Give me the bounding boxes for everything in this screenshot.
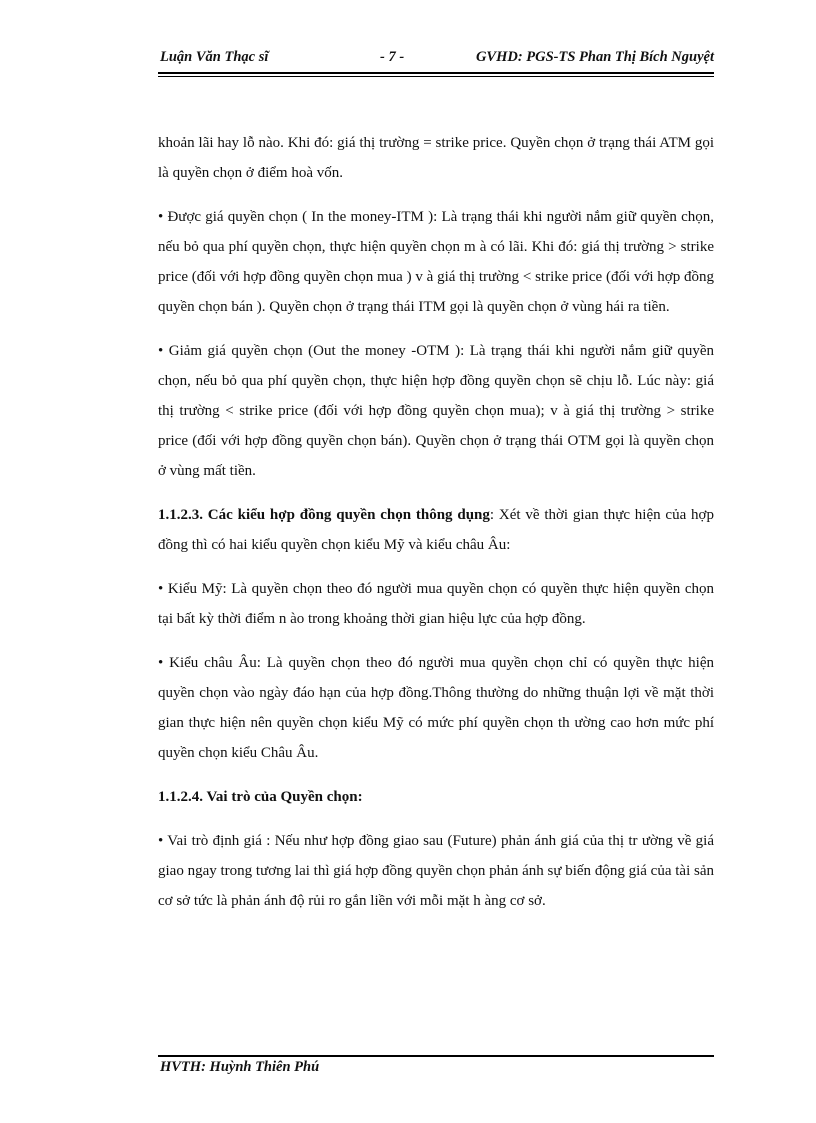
paragraph-pricing-role: • Vai trò định giá : Nếu như hợp đồng giao sau (Future) phản ánh giá của thị tr ường về giá giao ngay trong tương lai thì giá hợp đồng quyền chọn phản ánh sự biến động giá của tài sản cơ sở tức là phản ánh độ rủi ro gắn liền với mỗi mặt h àng cơ sở. <box>158 833 714 909</box>
paragraph-option-types <box>158 500 714 560</box>
footer-rule <box>158 1055 714 1057</box>
header-thesis-label: Luận Văn Thạc sĩ <box>160 49 269 65</box>
header-page-number: - 7 - <box>380 49 405 65</box>
page-header <box>158 49 714 71</box>
footer-author: HVTH: Huỳnh Thiên Phú <box>160 1059 320 1075</box>
section-intro-text: : Xét về thời gian thực hiện của hợp đồng thì có hai kiểu quyền chọn kiểu Mỹ và kiểu châu Âu: <box>158 507 714 553</box>
section-heading-1-1-2-3: 1.1.2.3. Các kiểu hợp đồng quyền chọn thông dụng <box>158 507 490 523</box>
header-rule <box>158 72 714 74</box>
page-body <box>158 128 714 930</box>
section-heading-1-1-2-4: 1.1.2.4. Vai trò của Quyền chọn: <box>158 789 363 805</box>
paragraph-otm: • Giảm giá quyền chọn (Out the money -OTM ): Là trạng thái khi người nắm giữ quyền chọn, nếu bỏ qua phí quyền chọn, thực hiện hợp đồng quyền chọn sẽ chịu lỗ. Lúc này: giá thị trường < strike price (đối với hợp đồng quyền chọn mua); v à giá thị trường > strike price (đối với hợp đồng quyền chọn bán). Quyền chọn ở trạng thái OTM gọi là quyền chọn ở vùng mất tiền. <box>158 343 714 479</box>
paragraph-itm: • Được giá quyền chọn ( In the money-ITM ): Là trạng thái khi người nắm giữ quyền chọn, nếu bỏ qua phí quyền chọn, thực hiện quyền chọn m à có lãi. Khi đó: giá thị trường > strike price (đối với hợp đồng quyền chọn mua ) v à giá thị trường < strike price (đối với hợp đồng quyền chọn bán ). Quyền chọn ở trạng thái ITM gọi là quyền chọn ở vùng hái ra tiền. <box>158 209 714 315</box>
header-advisor: GVHD: PGS-TS Phan Thị Bích Nguyệt <box>475 49 714 65</box>
paragraph-american-option: • Kiểu Mỹ: Là quyền chọn theo đó người mua quyền chọn có quyền thực hiện quyền chọn tại bất kỳ thời điểm n ào trong khoảng thời gian hiệu lực của hợp đồng. <box>158 581 714 627</box>
header-rule-thin <box>158 76 714 77</box>
paragraph-atm: khoản lãi hay lỗ nào. Khi đó: giá thị trường = strike price. Quyền chọn ở trạng thái ATM gọi là quyền chọn ở điểm hoà vốn. <box>158 135 714 181</box>
paragraph-european-option: • Kiểu châu Âu: Là quyền chọn theo đó người mua quyền chọn chỉ có quyền thực hiện quyền chọn vào ngày đáo hạn của hợp đồng.Thông thường do những thuận lợi về mặt thời gian thực hiện nên quyền chọn kiểu Mỹ có mức phí quyền chọn th ường cao hơn mức phí quyền chọn kiểu Châu Âu. <box>158 655 714 761</box>
